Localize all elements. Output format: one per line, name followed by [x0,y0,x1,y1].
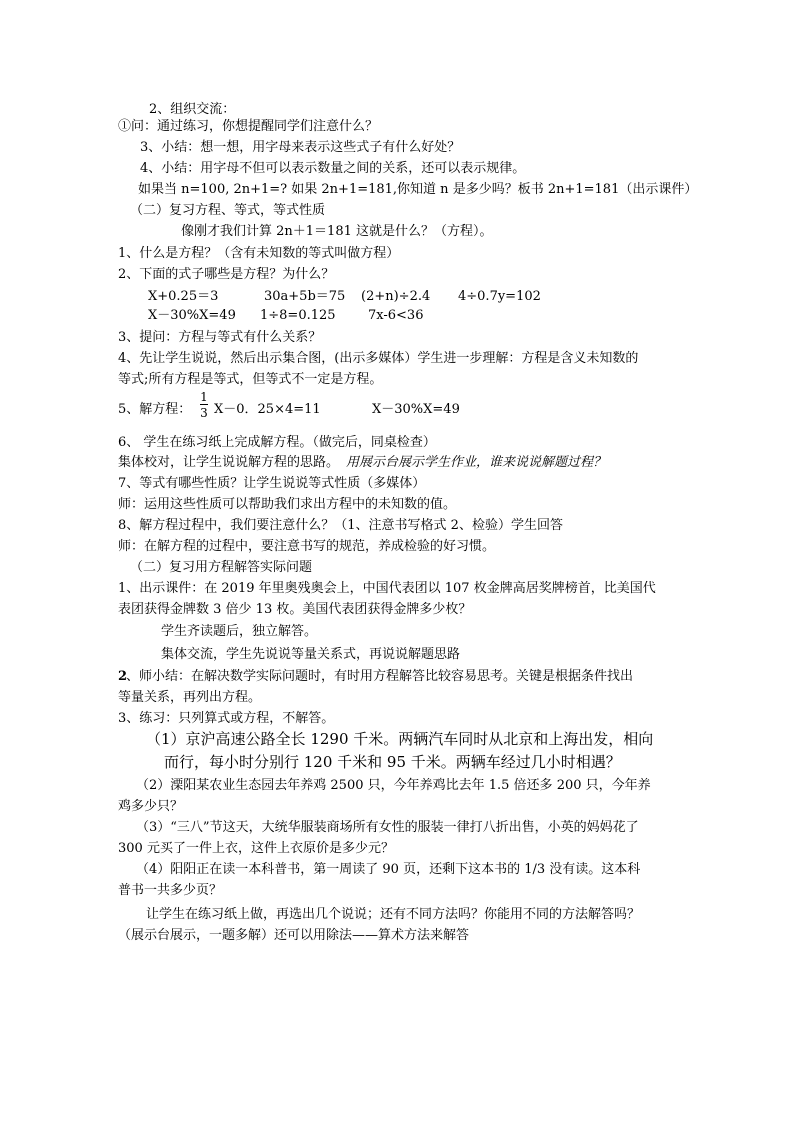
practice-sheet-instruction: 6、 学生在练习纸上完成解方程。（做完后，同桌检查） [118,435,436,450]
group-check: 集体校对，让学生说说解方程的思路。 [118,455,340,470]
teacher-summary-cont: 等量关系，再列出方程。 [118,690,262,705]
fraction-bar [200,404,208,405]
practice-problem-2-cont: 鸡多少只？ [118,799,184,814]
equation-item: 30a+5b＝75 [264,289,346,304]
solve-equations-label: 5、解方程： [118,402,192,417]
practice-instruction: 3、练习：只列算式或方程，不解答。 [118,711,335,726]
equation-properties: 7、等式有哪些性质？让学生说说等式性质（多媒体） [118,476,426,491]
fraction-denominator: 3 [200,406,208,420]
multiple-methods: 让学生在练习纸上做，再选出几个说说；还有不同方法吗？你能用不同的方法解答吗？ [146,907,641,922]
set-diagram-explanation-cont: 等式;所有方程是等式，但等式不一定是方程。 [118,372,383,387]
equation-item: (2+n)÷2.4 [361,289,431,304]
paralympics-problem: 1、出示课件：在 2019 年里奥残奥会上，中国代表团以 107 枚金牌高居奖牌榜首，比美国代 [118,581,656,596]
equation-item: 4÷0.7y=102 [458,289,541,304]
teacher-properties-note: 师：运用这些性质可以帮助我们求出方程中的未知数的值。 [118,497,457,512]
equation-vs-identity-question: 3、提问：方程与等式有什么关系？ [118,330,322,345]
practice-problem-4-cont: 普书一共多少页？ [118,883,223,898]
equation-item: X+0.25＝3 [148,289,219,304]
teacher-standards-note: 师：在解方程的过程中，要注意书写的规范，养成检验的好习惯。 [118,539,496,554]
practice-problem-3: （3）“三八”节这天，大统华服装商场所有女性的服装一律打八折出售，小英的妈妈花了 [136,820,639,835]
solving-attention: 8、解方程过程中，我们要注意什么？（1、注意书写格式 2、检验）学生回答 [118,518,563,533]
paralympics-problem-cont: 表团获得金牌数 3 倍少 13 枚。美国代表团获得金牌多少枚？ [118,602,472,617]
summary-letter-rule: 4、小结：用字母不但可以表示数量之间的关系，还可以表示规律。 [140,161,526,176]
multiple-methods-cont: （展示台展示，一题多解）还可以用除法——算术方法来解答 [118,928,470,943]
equation-item: 7x-6<36 [368,308,424,323]
question-reminder: ①问：通过练习，你想提醒同学们注意什么？ [118,119,379,134]
equation-item: 1÷8=0.125 [260,308,336,323]
equation-item: X－30%X=49 [148,308,236,323]
item-organize-exchange: 2、组织交流： [149,102,236,117]
group-exchange: 集体交流，学生先说说等量关系式，再说说解题思路 [161,647,461,662]
summary-letter-benefit: 3、小结：想一想，用字母来表示这些式子有什么好处？ [140,140,461,155]
example-2n-plus-1: 如果当 n=100, 2n+1=? 如果 2n+1=181,你知道 n 是多少吗？板书 2n+1=181（出示课件） [138,182,698,197]
fraction-numerator: 1 [200,390,208,404]
solve-equation-1: X－0．25×4=11 [214,402,321,417]
read-and-solve: 学生齐读题后，独立解答。 [161,624,318,639]
practice-problem-2: （2）溧阳某农业生态园去年养鸡 2500 只，今年养鸡比去年 1.5 倍还多 200 只，今年养 [136,778,651,793]
group-check-italic: 用展示台展示学生作业，谁来说说解题过程？ [346,455,607,470]
teacher-summary: 、师小结：在解决数学实际问题时，有时用方程解答比较容易思考。关键是根据条件找出 [126,669,634,684]
intro-equation-question: 像刚才我们计算 2n＋1＝181 这就是什么？（方程）。 [181,224,493,239]
practice-problem-1: （1）京沪高速公路全长 1290 千米。两辆汽车同时从北京和上海出发，相向 [146,730,654,748]
solve-equation-2: X－30%X=49 [372,402,460,417]
practice-problem-4: （4）阳阳正在读一本科普书，第一周读了 90 页，还剩下这本书的 1/3 没有读。这本科 [136,862,641,877]
what-is-equation: 1、什么是方程？（含有未知数的等式叫做方程） [118,246,400,261]
teacher-summary-number: 2 [118,669,128,684]
section-heading-applications: （二）复习用方程解答实际问题 [130,560,313,575]
section-heading-equations: （二）复习方程、等式，等式性质 [130,203,326,218]
practice-problem-3-cont: 300 元买了一件上衣，这件上衣原价是多少元？ [118,841,394,856]
set-diagram-explanation: 4、先让学生说说，然后出示集合图，(出示多媒体）学生进一步理解：方程是含义未知数的 [118,351,639,366]
which-are-equations: 2、下面的式子哪些是方程？为什么？ [118,267,335,282]
practice-problem-1-cont: 而行，每小时分别行 120 千米和 95 千米。两辆车经过几小时相遇？ [164,753,621,771]
